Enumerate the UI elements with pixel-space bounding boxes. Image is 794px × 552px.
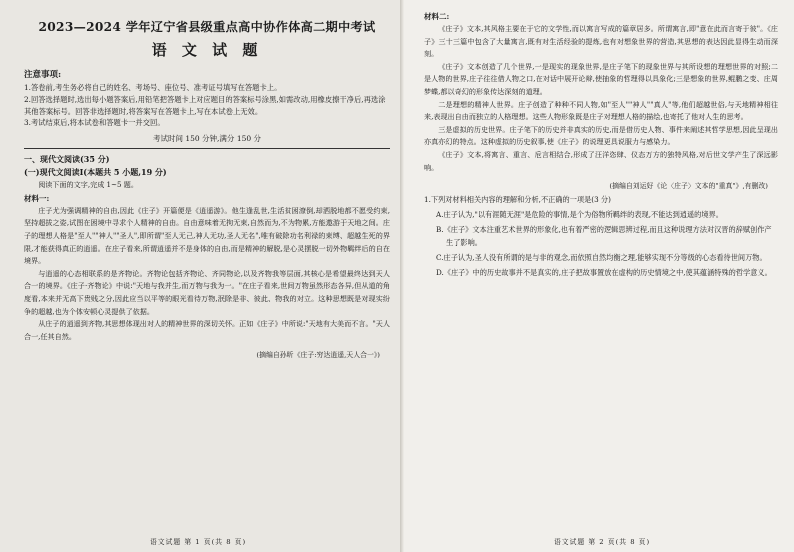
page-footer: 语文试题 第 1 页(共 8 页)	[150, 538, 247, 546]
source-citation: (摘编自孙昕《庄子:穷达逍遥,天人合一》)	[256, 351, 380, 360]
source-citation: (摘编自刘运好《论〈庄子〉文本的"重真"》,有删改)	[609, 182, 768, 191]
paragraph: 二是理想的精神人世界。庄子创造了种种不同人物,如"至人""神人""真人"等,他们超越世俗,与天地精神相往来,表现出自由而独立的人格理想。这些人物形象既是庄子对理想人格的描绘,也寄托了他对人生的思考。	[424, 99, 778, 122]
material-label: 材料一:	[24, 193, 50, 203]
instruction: 阅读下面的文字,完成 1~5 题。	[38, 180, 138, 190]
section-heading: 一、现代文阅读(35 分)	[24, 154, 110, 165]
paragraph: 与逍遥的心态相联系的是齐物论。齐物论包括齐物论、齐同物论,以及齐物我等层面,其核心是希望最终达到天人合一的境界。《庄子·齐物论》中说:"天地与我并生,而万物与我为一。"在庄子看来,世间万物虽然形态各异,但从道的角度看,本来并无高下贵贱之分,因此应当以平等的眼光看待万物,泯除是非、彼此、物我的对立。这种思想既是对现实纷争的超越,也为个体安顿心灵提供了依据。	[24, 268, 390, 316]
option-d: D.《庄子》中的历史故事并不是真实的,庄子把故事置放在虚构的历史情境之中,使其蕴涵特殊的哲学意义。	[436, 268, 772, 278]
option-c: C.庄子认为,圣人没有所谓的是与非的观念,而依照自然均衡之理,能够实现不分等级的心态看待世间万物。	[436, 253, 767, 263]
paragraph: 《庄子》文本,将寓言、重言、卮言相结合,形成了汪洋恣肆、仪态万方的独特风格,对后世文学产生了深远影响。	[424, 149, 778, 172]
notice-item: 1.答卷前,考生务必将自己的姓名、考场号、座位号、准考证号填写在答题卡上。	[24, 83, 282, 92]
exam-title: 2023—2024 学年辽宁省县级重点高中协作体高二期中考试	[38, 20, 376, 34]
divider	[24, 148, 390, 149]
notice-item: 2.回答选择题时,选出每小题答案后,用铅笔把答题卡上对应题目的答案标号涂黑,如需改动,用橡皮擦干净后,再选涂其他答案标号。回答非选择题时,将答案写在答题卡上,写在本试卷上无效。	[24, 94, 386, 116]
option-a: A.庄子认为,"以有涯随无涯"是危险的事情,是个为俗物所羁绊的表现,不能达到逍遥的境界。	[436, 210, 723, 220]
notice-item: 3.考试结束后,将本试卷和答题卡一并交回。	[24, 118, 165, 128]
option-b: B.《庄子》文本注重艺术世界的形象化,也有着严密的逻辑思辨过程,而且这种说理方法对汉晋的辞赋创作产生了影响。	[436, 225, 772, 248]
paragraph: 《庄子》文本,其风格主要在于它的文学性,而以寓言写成的篇章居多。所谓寓言,即"意在此而言寄于彼"。《庄子》三十三篇中包含了大量寓言,既有对生活经验的提炼,也有对想象世界的营造,其思想的表达因此显得生动而深刻。	[424, 24, 778, 59]
subject-title: 语 文 试 题	[151, 41, 263, 59]
paragraph: 庄子尤为强调精神的自由,因此《庄子》开篇便是《逍遥游》。他生逢乱世,生活贫困潦倒,却洒脱地都不愿受约束,坚持超拔之姿,试图在困境中寻求个人精神的自由。自由意味着无拘无束,自然而为,不为物累,方能遨游于天地之间。庄子的理想人格是"至人""神人""圣人",即所谓"至人无己,神人无功,圣人无名",唯有破除功名利禄的束缚、超越生死的界限,才能获得真正的逍遥。在庄子看来,所谓逍遥并不是身体的自由,而是精神的解脱,是心灵摆脱一切外物羁绊后的自在境界。	[24, 205, 390, 266]
question-stem: 1.下列对材料相关内容的理解和分析,不正确的一项是(3 分)	[424, 195, 611, 205]
notice-heading: 注意事项:	[24, 70, 62, 80]
exam-time: 考试时间 150 分钟,满分 150 分	[152, 134, 262, 144]
page-right	[404, 0, 794, 552]
paragraph: 三是虚拟的历史世界。庄子笔下的历史并非真实的历史,而是借历史人物、事件来阐述其哲学思想,因此呈现出亦真亦幻的特点。这种虚拟的历史叙事,使《庄子》的说理更具说服力与感染力。	[424, 124, 778, 147]
paragraph: 从庄子的逍遥到齐物,其思想体现出对人的精神世界的深切关怀。正如《庄子》中所说:"天地有大美而不言。"天人合一,任其自然。	[24, 319, 390, 341]
material-label: 材料二:	[424, 12, 450, 21]
paragraph: 《庄子》文本创造了几个世界,一是现实的现象世界,是庄子笔下的现象世界与其所设想的理想世界的对照;二是人物的世界,庄子往往借人物之口,在对话中展开论辩,使抽象的哲理得以具象化;三是想象的世界,鲲鹏之变、庄周梦蝶,都以奇幻的形象传达深刻的道理。	[424, 61, 778, 96]
subsection-heading: (一)现代文阅读Ⅰ(本题共 5 小题,19 分)	[24, 167, 167, 178]
page-footer: 语文试题 第 2 页(共 8 页)	[554, 538, 651, 546]
